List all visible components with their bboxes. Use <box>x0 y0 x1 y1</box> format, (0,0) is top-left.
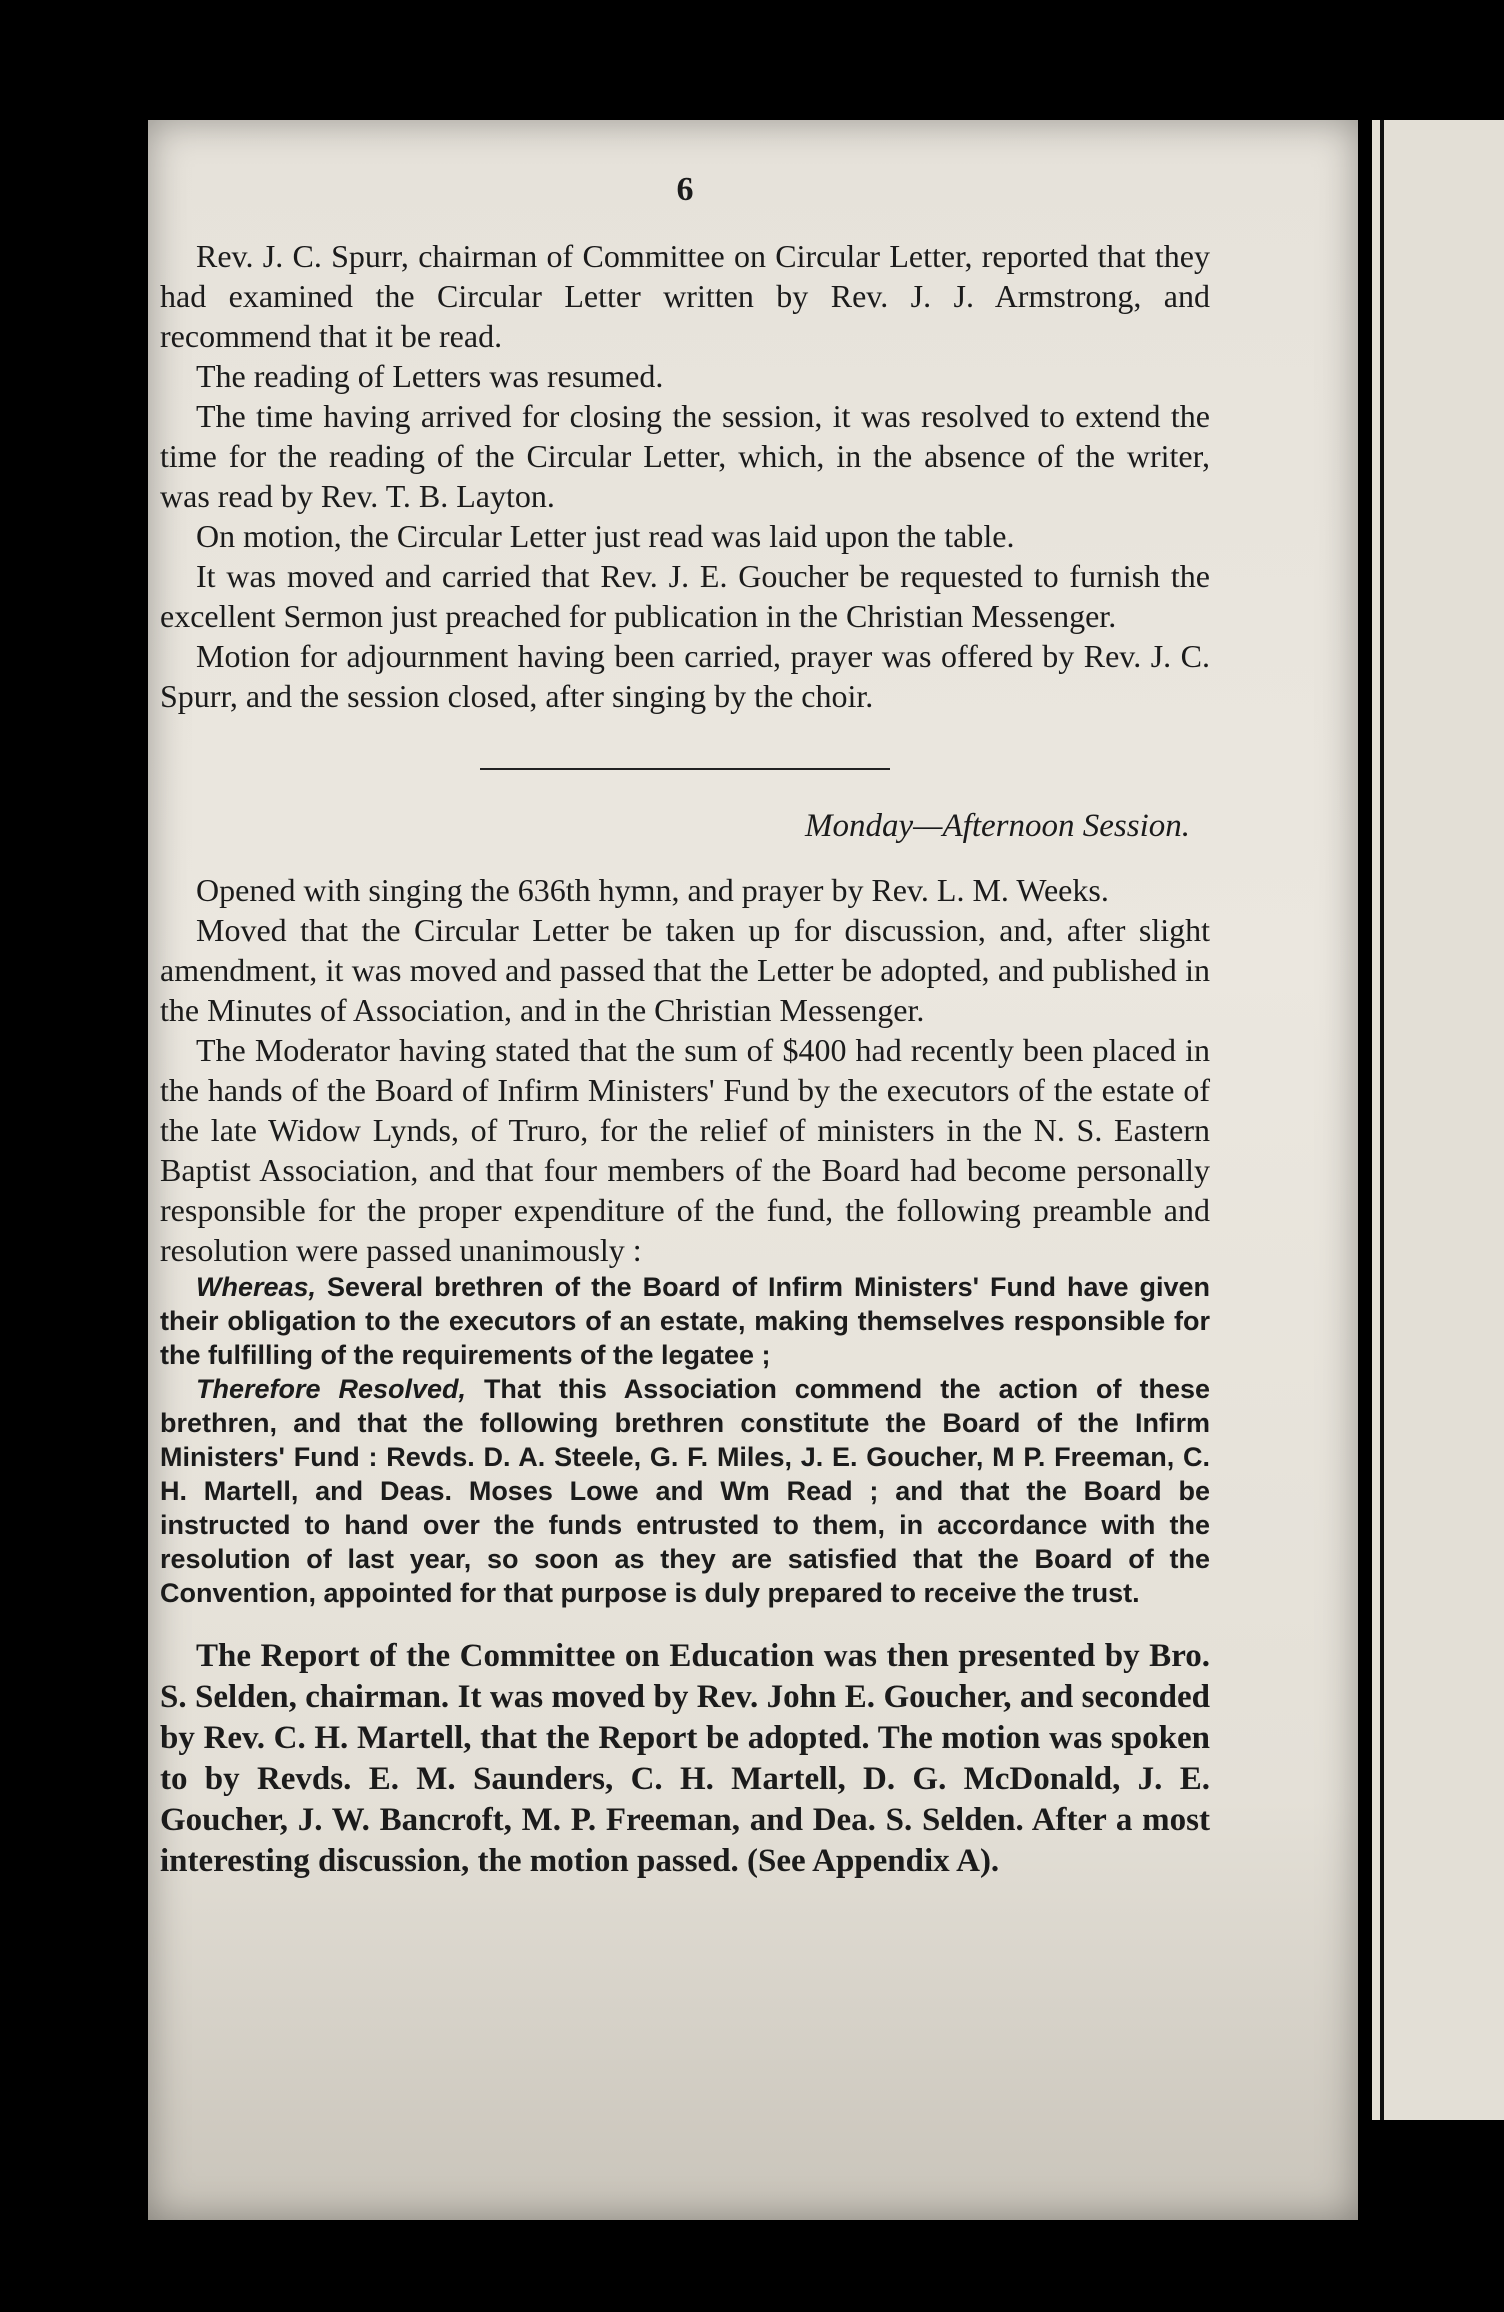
resolution-block <box>160 1270 1210 1610</box>
session-paragraphs <box>160 870 1210 1270</box>
paragraph: It was moved and carried that Rev. J. E. Goucher be requested to furnish the excellent Sermon just preached for publication in the Christian Messenger. <box>160 558 1210 634</box>
session-heading: Monday—Afternoon Session. <box>805 808 1190 844</box>
education-report <box>160 1636 1210 1882</box>
paragraph: The reading of Letters was resumed. <box>196 358 664 394</box>
paragraph: Motion for adjournment having been carried, prayer was offered by Rev. J. C. Spurr, and the session closed, after singing by the choir. <box>160 638 1210 714</box>
paragraph: Opened with singing the 636th hymn, and prayer by Rev. L. M. Weeks. <box>196 872 1109 908</box>
paragraph: Rev. J. C. Spurr, chairman of Committee on Circular Letter, reported that they had examined the Circular Letter written by Rev. J. J. Armstrong, and recommend that it be read. <box>160 238 1210 354</box>
therefore-lead: Therefore Resolved, <box>196 1374 467 1404</box>
whereas-text: Several brethren of the Board of Infirm Ministers' Fund have given their obligation to the executors of an estate, making themselves responsible for the fulfilling of the requirements of the legatee ; <box>160 1272 1210 1370</box>
paragraph: The Report of the Committee on Education was then presented by Bro. S. Selden, chairman. It was moved by Rev. John E. Goucher, and seconded by Rev. C. H. Martell, that the Report be adopted. The motion was spoken to by Revds. E. M. Saunders, C. H. Martell, D. G. McDonald, J. E. Goucher, J. W. Bancroft, M. P. Freeman, and Dea. S. Selden. After a most interesting discussion, the motion passed. (See Appendix A). <box>160 1638 1210 1879</box>
paragraph: Moved that the Circular Letter be taken up for discussion, and, after slight amendment, it was moved and passed that the Letter be adopted, and published in the Minutes of Association, and in the Christian Messenger. <box>160 912 1210 1028</box>
whereas-paragraph <box>160 1270 1210 1372</box>
adjacent-page-edge <box>1372 120 1504 2120</box>
page-content <box>160 170 1210 1882</box>
paragraph: The time having arrived for closing the session, it was resolved to extend the time for the reading of the Circular Letter, which, in the absence of the writer, was read by Rev. T. B. Layton. <box>160 398 1210 514</box>
section-divider <box>480 768 890 770</box>
therefore-paragraph <box>160 1372 1210 1610</box>
page-divider <box>1380 120 1384 2120</box>
paragraph: The Moderator having stated that the sum of $400 had recently been placed in the hands of the Board of Infirm Ministers' Fund by the executors of the estate of the late Widow Lynds, of Truro, for the relief of ministers in the N. S. Eastern Baptist Association, and that four members of the Board had become personally responsible for the proper expenditure of the fund, the following preamble and resolution were passed unanimously : <box>160 1032 1210 1268</box>
page-number: 6 <box>676 171 694 208</box>
paragraph: On motion, the Circular Letter just read was laid upon the table. <box>196 518 1015 554</box>
whereas-lead: Whereas, <box>196 1272 317 1302</box>
paragraphs-before <box>160 236 1210 716</box>
therefore-text: That this Association commend the action of these brethren, and that the following brethren constitute the Board of the Infirm Ministers' Fund : Revds. D. A. Steele, G. F. Miles, J. E. Goucher, M P. Freeman, C. H. Martell, and Deas. Moses Lowe and Wm Read ; and that the Board be instructed to hand over the funds entrusted to them, in accordance with the resolution of last year, so soon as they are satisfied that the Board of the Convention, appointed for that purpose is duly prepared to receive the trust. <box>160 1374 1210 1608</box>
